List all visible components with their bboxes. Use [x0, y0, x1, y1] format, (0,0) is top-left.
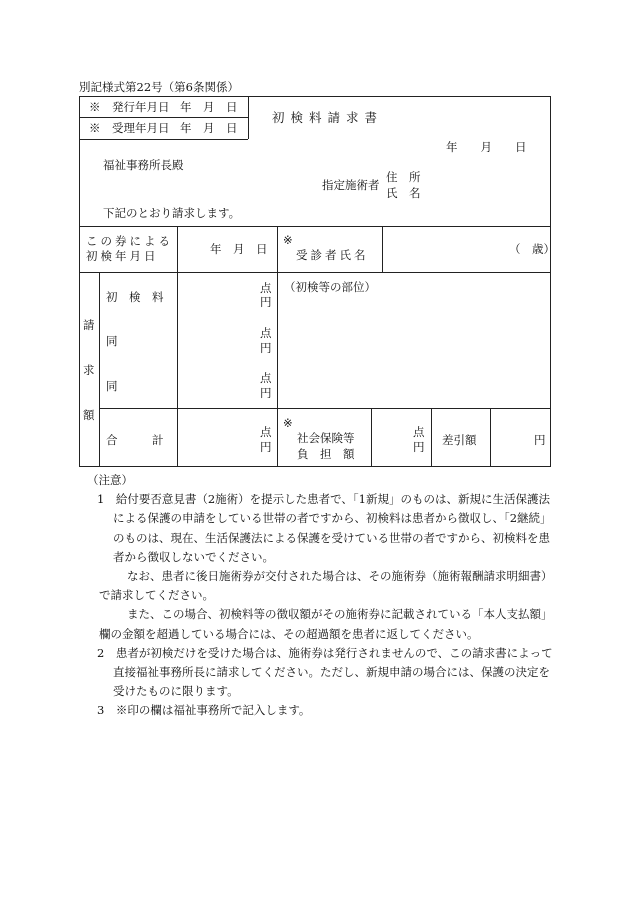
- insurance-mark: ※: [283, 416, 293, 430]
- issue-date-value: 年 月 日: [180, 100, 238, 114]
- divider: [79, 226, 551, 227]
- insurance-unit-yen: 円: [413, 440, 425, 454]
- voucher-date: 年 月 日: [210, 242, 268, 256]
- received-date-label: ※ 受理年月日: [89, 121, 170, 135]
- issue-date-label: ※ 発行年月日: [89, 100, 170, 114]
- addressee: 福祉事務所長殿: [103, 158, 184, 172]
- row-unit-points: 点: [260, 371, 272, 385]
- divider: [382, 226, 383, 272]
- divider: [177, 226, 178, 272]
- request-text: 下記のとおり請求します。: [103, 206, 241, 220]
- patient-name-label: 受診者氏名: [296, 248, 369, 262]
- form-title: 初検料請求書: [272, 110, 384, 125]
- divider: [277, 226, 278, 272]
- row-label-same: 同: [106, 379, 118, 393]
- claim-vertical-label-2: 求: [83, 363, 95, 377]
- voucher-label-2: 初検年月日: [86, 249, 159, 263]
- row-label-initial-fee: 初 検 料: [106, 290, 164, 304]
- total-unit-points: 点: [260, 425, 272, 439]
- patient-age: （ 歳）: [509, 242, 555, 256]
- row-unit-yen: 円: [260, 341, 272, 355]
- claim-vertical-label-1: 請: [83, 318, 95, 332]
- request-date: 年 月 日: [446, 140, 527, 154]
- notes-heading: （注意）: [87, 473, 133, 487]
- received-date-value: 年 月 日: [180, 121, 238, 135]
- insurance-label-1: 社会保険等: [297, 431, 355, 445]
- form-id: 別記様式第22号（第6条関係）: [79, 80, 239, 94]
- claim-vertical-label-3: 額: [83, 408, 95, 422]
- difference-unit: 円: [534, 433, 546, 447]
- note-item: なお、患者に後日施術券が交付された場合は、その施術券（施術報酬請求明細書）で請求してください。: [99, 569, 553, 603]
- practitioner-label: 指定施術者: [322, 178, 380, 192]
- row-unit-points: 点: [260, 326, 272, 340]
- difference-label: 差引額: [442, 433, 477, 447]
- note-item: 2 患者が初検だけを受けた場合は、施術券は発行されませんので、この請求書によって直接福祉事務所長に請求してください。ただし、新規申請の場合には、保護の決定を受けたものに限ります。: [97, 645, 553, 699]
- total-label: 合 計: [106, 433, 164, 447]
- address-label: 住 所: [386, 170, 421, 184]
- divider: [79, 272, 551, 273]
- divider: [99, 272, 100, 467]
- row-unit-yen: 円: [260, 386, 272, 400]
- reference-mark: ※: [283, 233, 293, 247]
- row-unit-yen: 円: [260, 295, 272, 309]
- divider: [490, 408, 491, 467]
- site-label: （初検等の部位）: [284, 280, 376, 294]
- name-label: 氏 名: [386, 186, 421, 200]
- row-unit-points: 点: [260, 281, 272, 295]
- divider: [79, 139, 248, 140]
- voucher-label-1: この券による: [86, 234, 173, 248]
- insurance-label-2: 負 担 額: [297, 447, 355, 461]
- notes-section: [87, 471, 557, 721]
- note-item: また、この場合、初検料等の徴収額がその施術券に記載されている「本人支払額」欄の金額を超過している場合には、その超過額を患者に返してください。: [99, 607, 553, 641]
- divider: [277, 272, 278, 467]
- divider: [371, 408, 372, 467]
- divider: [248, 96, 249, 139]
- note-item: 1 給付要否意見書（2施術）を提示した患者で、「1新規」のものは、新規に生活保護法による保護の申請をしている世帯の者ですから、初検料は患者から徴収し、「2継続」のものは、現在、生活保護法による保護を受けている世帯の者ですから、初検料を患者から徴収しないでください。: [97, 492, 552, 564]
- note-item: 3 ※印の欄は福祉事務所で記入します。: [97, 703, 311, 718]
- divider: [177, 272, 178, 467]
- total-unit-yen: 円: [260, 440, 272, 454]
- divider: [79, 117, 248, 118]
- divider: [99, 408, 551, 409]
- divider: [431, 408, 432, 467]
- row-label-same: 同: [106, 334, 118, 348]
- insurance-unit-points: 点: [413, 425, 425, 439]
